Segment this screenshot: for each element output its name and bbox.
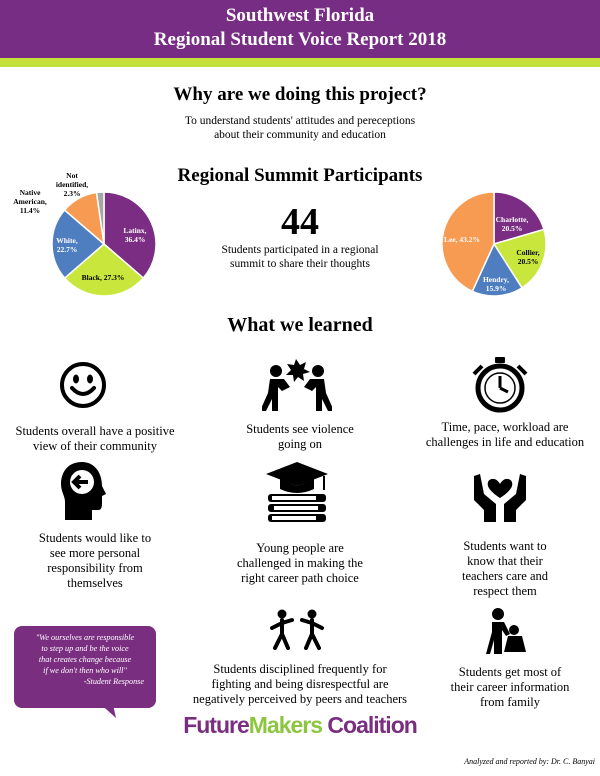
finding-time-pace: Time, pace, workload are challenges in life and education [425,420,585,449]
graduation-books-icon [262,460,332,528]
pie-label-white: White, 22.7% [56,236,78,254]
summit-caption-line2: summit to share their thoughts [230,258,370,270]
finding-community-view: Students overall have a positive view of their community [15,424,175,453]
finding-career-path: Young people are challenged in making the right career path choice [236,541,363,585]
fighting-icon [262,355,332,413]
finding-violence: Students see violence going on [246,422,354,451]
pie-label-collier: Collier, 20.5% [516,248,540,266]
learned-heading: What we learned [227,314,373,336]
pie-label-black: Black, 27.3% [81,273,125,282]
head-arrow-icon [58,460,108,522]
smiley-icon [58,360,108,410]
participant-count: 44 [281,201,319,243]
county-pie-chart [442,192,546,296]
finding-teachers-care: Students want to know that their teachers care and respect them [461,539,549,598]
student-quote-bubble: "We ourselves are responsible to step up and be the voice that creates change because if we don't then who will" -Student Response [14,626,156,708]
report-title-line2: Regional Student Voice Report 2018 [153,29,447,50]
header-stripe [0,58,600,67]
pie-label-latinx: Latinx, 36.4% [123,226,147,244]
why-heading: Why are we doing this project? [173,84,427,105]
ethnicity-pie-chart [13,171,156,296]
finding-personal-responsibility: Students would like to see more personal responsibility from themselves [38,531,152,590]
family-icon [484,606,528,656]
pie-label-lee: Lee, 43.2% [443,235,481,244]
caring-hands-icon [470,466,530,524]
summit-heading: Regional Summit Participants [177,165,423,186]
futuremakers-logo: FutureMakers Coalition [183,712,417,738]
pie-label-not-identified: Not identified, 2.3% [55,171,89,198]
quote-author: -Student Response [83,677,144,686]
why-text-line2: about their community and education [214,129,386,141]
finding-career-info-family: Students get most of their career information from family [450,665,570,709]
why-text-line1: To understand students' attitudes and pereceptions [184,115,416,127]
pie-label-native-american: Native American, 11.4% [13,188,47,215]
two-people-icon [268,608,326,650]
pie-label-hendry: Hendry, 15.9% [482,275,510,293]
stopwatch-icon [470,354,530,414]
finding-discipline: Students disciplined frequently for fighting and being disrespectful are negatively perceived by peers and teachers [192,662,408,706]
pie-label-charlotte: Charlotte, 20.5% [495,215,529,233]
report-title-line1: Southwest Florida [225,5,375,26]
analysis-credit: Analyzed and reported by: Dr. C. Banyai [464,757,595,766]
summit-caption-line1: Students participated in a regional [221,244,379,256]
